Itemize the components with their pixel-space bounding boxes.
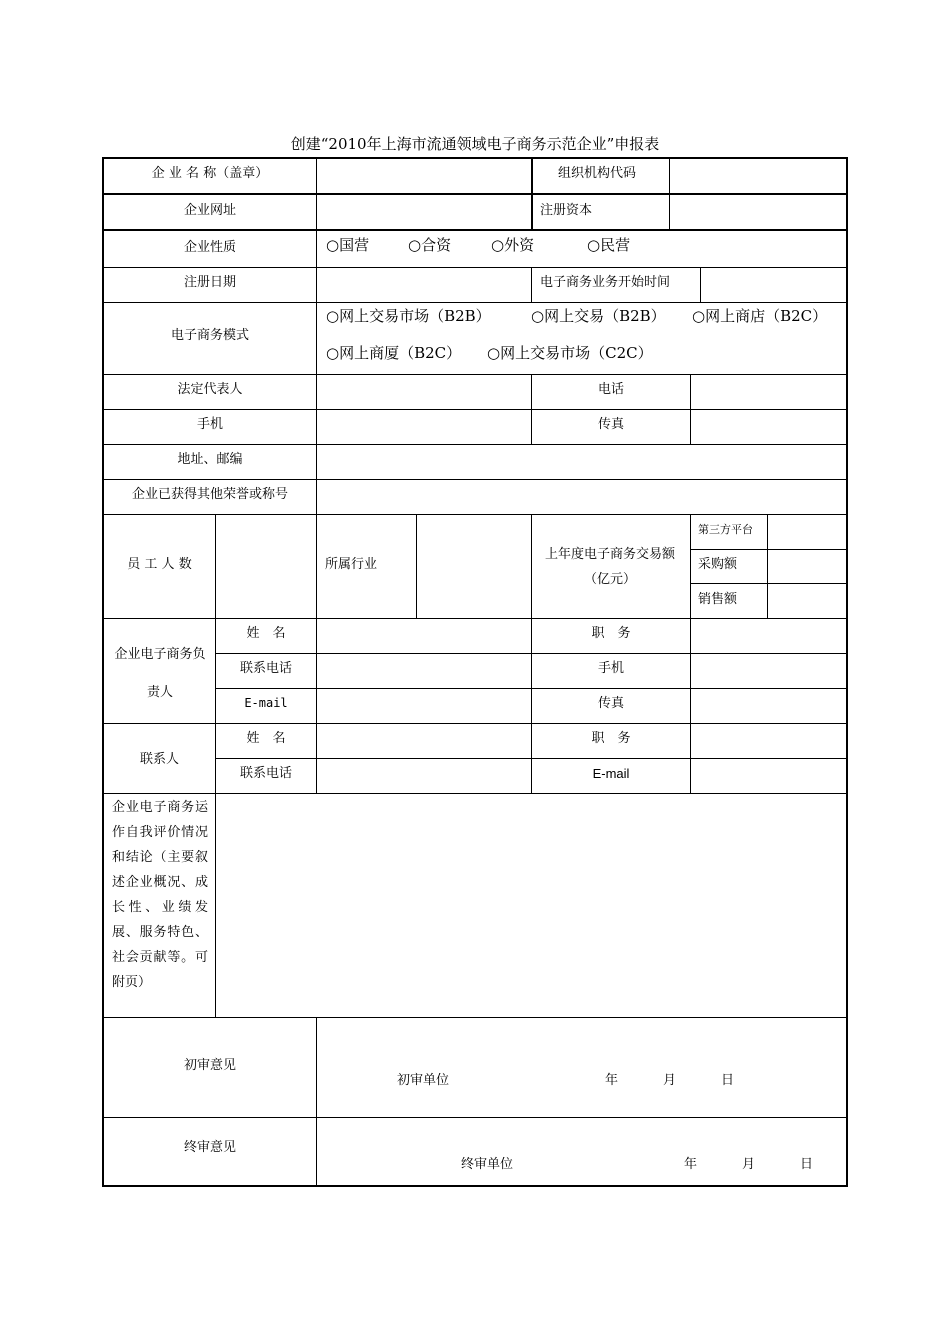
contact-email-field[interactable] [692, 760, 846, 792]
purchase-label: 采购额 [698, 557, 738, 572]
address-field[interactable] [318, 446, 846, 478]
org-code-field[interactable] [671, 160, 846, 192]
employees-field[interactable] [217, 516, 315, 617]
phone-field[interactable] [692, 376, 846, 408]
manager-mobile-label: 手机 [597, 661, 624, 676]
manager-position-field[interactable] [692, 620, 846, 652]
self-eval-field[interactable] [217, 795, 846, 1016]
first-review-label: 初审意见 [183, 1058, 236, 1073]
third-party-label: 第三方平台 [698, 523, 753, 536]
ec-mode-option-b2c-mall[interactable]: ○网上商厦（B2C） [326, 344, 462, 362]
nature-option-state[interactable]: ○国营 [326, 236, 370, 254]
legal-rep-field[interactable] [318, 376, 530, 408]
ec-mode-label: 电子商务模式 [170, 328, 249, 343]
manager-fax-label: 传真 [597, 696, 624, 711]
contact-position-field[interactable] [692, 725, 846, 757]
form-title: 创建“2010年上海市流通领域电子商务示范企业”申报表 [290, 135, 660, 153]
contact-label: 联系人 [139, 752, 179, 767]
manager-email-label: E-mail [244, 696, 288, 710]
first-review-month-label: 月 [663, 1073, 677, 1088]
manager-name-field[interactable] [318, 620, 530, 652]
contact-position-label: 职 务 [591, 731, 631, 746]
fax-field[interactable] [692, 411, 846, 443]
final-review-day-label: 日 [800, 1157, 814, 1172]
industry-label: 所属行业 [325, 557, 378, 572]
ec-start-label: 电子商务业务开始时间 [540, 275, 671, 290]
honors-label: 企业已获得其他荣誉或称号 [131, 487, 288, 502]
nature-option-foreign[interactable]: ○外资 [491, 236, 535, 254]
purchase-field[interactable] [769, 551, 846, 582]
legal-rep-label: 法定代表人 [177, 382, 243, 397]
ec-mode-option-c2c-market[interactable]: ○网上交易市场（C2C） [487, 344, 653, 362]
contact-name-label: 姓 名 [246, 731, 286, 746]
manager-mobile-field[interactable] [692, 655, 846, 687]
mobile-label: 手机 [196, 417, 223, 432]
mobile-field[interactable] [318, 411, 530, 443]
manager-phone-field[interactable] [318, 655, 530, 687]
first-review-day-label: 日 [721, 1073, 735, 1088]
final-review-label: 终审意见 [183, 1140, 236, 1155]
company-name-label: 企 业 名 称（盖章） [151, 166, 269, 181]
ec-mode-option-b2b-trade[interactable]: ○网上交易（B2B） [531, 307, 666, 325]
nature-option-jv[interactable]: ○合资 [408, 236, 452, 254]
final-review-year-label: 年 [684, 1157, 698, 1172]
nature-label: 企业性质 [183, 240, 236, 255]
address-label: 地址、邮编 [177, 452, 243, 467]
ec-mode-option-b2c-store[interactable]: ○网上商店（B2C） [692, 307, 828, 325]
fax-label: 传真 [597, 417, 624, 432]
manager-fax-field[interactable] [692, 690, 846, 722]
ec-manager-label: 企业电子商务负责人 [114, 647, 206, 700]
manager-position-label: 职 务 [591, 626, 631, 641]
company-name-field[interactable] [318, 160, 530, 192]
contact-name-field[interactable] [318, 725, 530, 757]
final-review-month-label: 月 [742, 1157, 756, 1172]
contact-phone-label: 联系电话 [239, 766, 292, 781]
contact-email-label: E-mail [592, 766, 630, 781]
final-review-unit-label: 终审单位 [461, 1157, 514, 1172]
reg-capital-label: 注册资本 [540, 203, 593, 218]
reg-date-label: 注册日期 [183, 275, 236, 290]
sales-field[interactable] [769, 585, 846, 617]
honors-field[interactable] [318, 481, 846, 513]
employees-label: 员 工 人 数 [127, 557, 192, 572]
first-review-year-label: 年 [605, 1073, 619, 1088]
manager-name-label: 姓 名 [246, 626, 286, 641]
first-review-unit-label: 初审单位 [397, 1073, 450, 1088]
website-label: 企业网址 [183, 203, 236, 218]
reg-capital-field[interactable] [671, 196, 846, 228]
contact-phone-field[interactable] [318, 760, 530, 792]
website-field[interactable] [318, 196, 530, 228]
ec-start-field[interactable] [702, 269, 846, 301]
third-party-field[interactable] [769, 516, 846, 548]
nature-option-private[interactable]: ○民营 [587, 236, 631, 254]
manager-email-field[interactable] [318, 690, 530, 722]
sales-label: 销售额 [698, 592, 738, 607]
phone-label: 电话 [597, 382, 624, 397]
manager-phone-label: 联系电话 [239, 661, 292, 676]
trade-volume-label: 上年度电子商务交易额（亿元） [544, 547, 675, 587]
reg-date-field[interactable] [318, 269, 530, 301]
industry-field[interactable] [418, 516, 530, 617]
self-eval-label: 企业电子商务运作自我评价情况和结论（主要叙述企业概况、成长性、业绩发展、服务特色、社会贡献等。可附页） [112, 800, 208, 990]
ec-mode-option-b2b-market[interactable]: ○网上交易市场（B2B） [326, 307, 491, 325]
org-code-label: 组织机构代码 [558, 166, 637, 181]
